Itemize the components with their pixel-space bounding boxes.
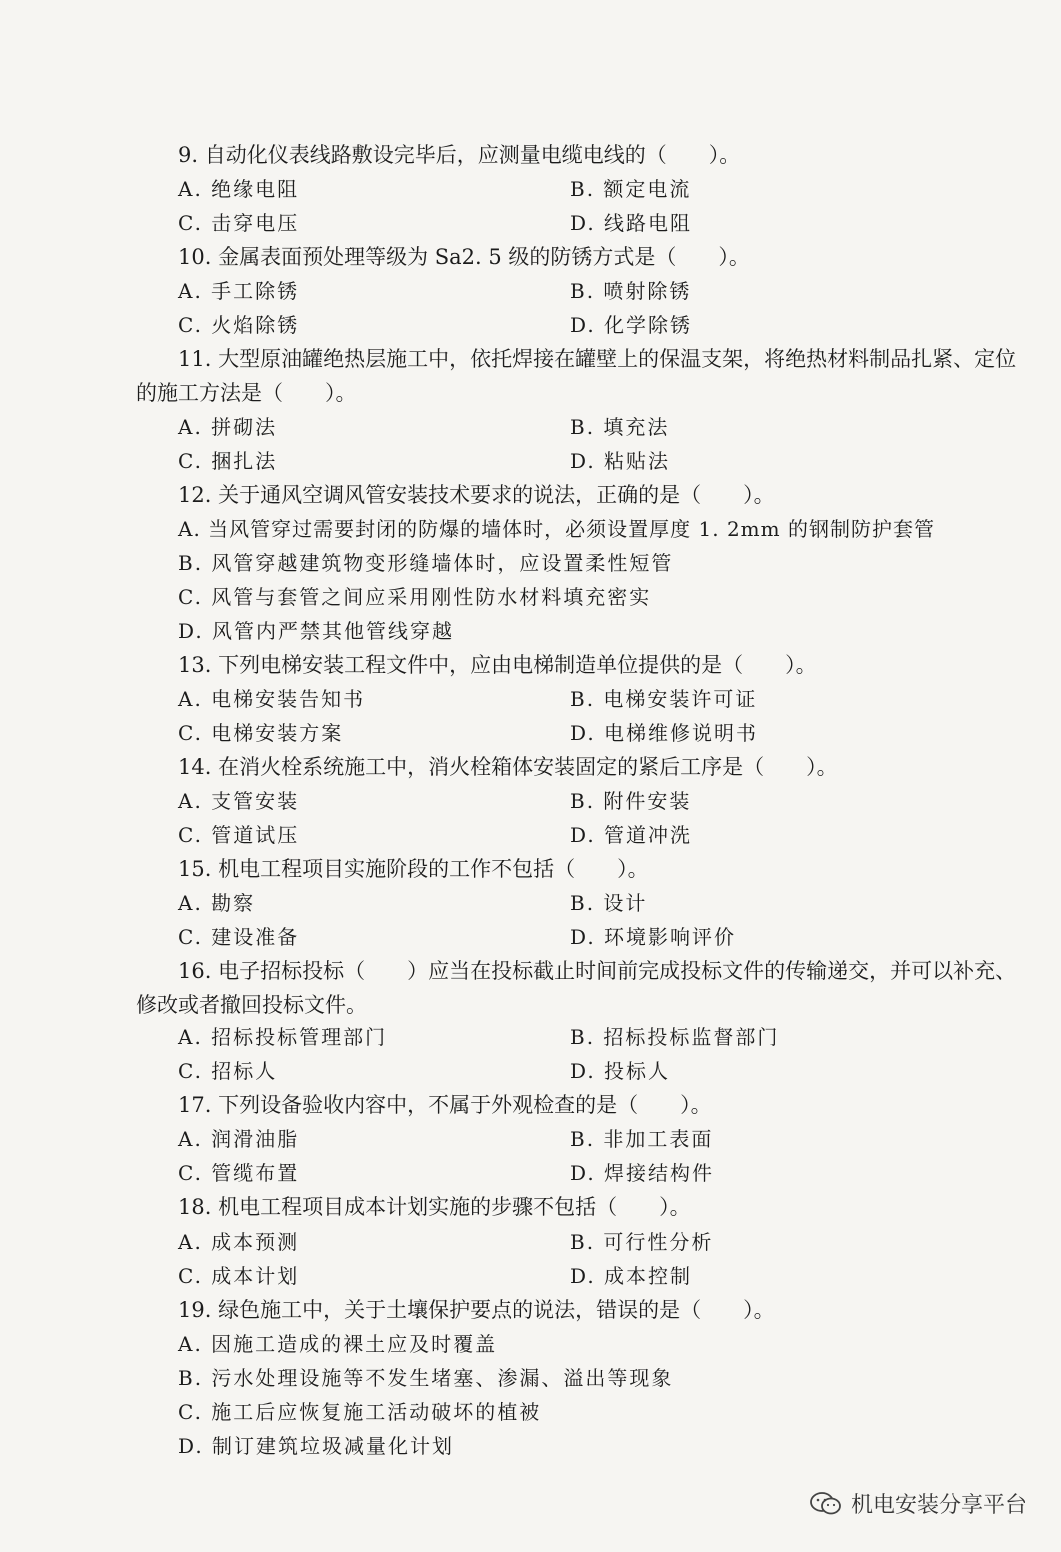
option-11c: C. 捆扎法 xyxy=(178,449,278,473)
option-13b: B. 电梯安装许可证 xyxy=(570,687,758,711)
option-9d: D. 线路电阻 xyxy=(570,211,693,235)
option-13c: C. 电梯安装方案 xyxy=(178,721,344,745)
option-12c: C. 风管与套管之间应采用刚性防水材料填充密实 xyxy=(178,585,652,609)
question-16: 16. 电子招标投标（ ）应当在投标截止时间前完成投标文件的传输递交，并可以补充、修改或者撤回投标文件。 xyxy=(136,959,1017,1017)
option-16b: B. 招标投标监督部门 xyxy=(570,1025,780,1049)
option-18a: A. 成本预测 xyxy=(178,1230,300,1254)
option-17b: B. 非加工表面 xyxy=(570,1127,714,1151)
option-10b: B. 喷射除锈 xyxy=(570,279,692,303)
wechat-icon xyxy=(809,1491,843,1517)
option-19c: C. 施工后应恢复施工活动破坏的植被 xyxy=(178,1400,542,1424)
option-18d: D. 成本控制 xyxy=(570,1264,693,1288)
question-12: 12. 关于通风空调风管安装技术要求的说法，正确的是（ ）。 xyxy=(178,483,775,507)
question-11: 11. 大型原油罐绝热层施工中，依托焊接在罐壁上的保温支架，将绝热材料制品扎紧、定位的施工方法是（ ）。 xyxy=(136,347,1017,405)
wechat-watermark xyxy=(809,1488,1027,1519)
question-13: 13. 下列电梯安装工程文件中，应由电梯制造单位提供的是（ ）。 xyxy=(178,653,817,677)
option-11a: A. 拼砌法 xyxy=(178,415,278,439)
option-10a: A. 手工除锈 xyxy=(178,279,300,303)
option-15d: D. 环境影响评价 xyxy=(570,925,737,949)
option-18c: C. 成本计划 xyxy=(178,1264,300,1288)
option-12b: B. 风管穿越建筑物变形缝墙体时，应设置柔性短管 xyxy=(178,551,674,575)
option-14c: C. 管道试压 xyxy=(178,823,300,847)
question-19: 19. 绿色施工中，关于土壤保护要点的说法，错误的是（ ）。 xyxy=(178,1298,775,1322)
option-9a: A. 绝缘电阻 xyxy=(178,177,300,201)
option-14b: B. 附件安装 xyxy=(570,789,692,813)
option-19d: D. 制订建筑垃圾减量化计划 xyxy=(178,1434,455,1458)
option-16d: D. 投标人 xyxy=(570,1059,671,1083)
option-13d: D. 电梯维修说明书 xyxy=(570,721,759,745)
option-14d: D. 管道冲洗 xyxy=(570,823,693,847)
option-17a: A. 润滑油脂 xyxy=(178,1127,300,1151)
option-13a: A. 电梯安装告知书 xyxy=(178,687,366,711)
option-15c: C. 建设准备 xyxy=(178,925,300,949)
question-9: 9. 自动化仪表线路敷设完毕后，应测量电缆电线的（ ）。 xyxy=(178,143,741,167)
option-10c: C. 火焰除锈 xyxy=(178,313,300,337)
option-12a: A. 当风管穿过需要封闭的防爆的墙体时，必须设置厚度 1. 2mm 的钢制防护套管 xyxy=(178,517,935,541)
option-9b: B. 额定电流 xyxy=(570,177,692,201)
option-19b: B. 污水处理设施等不发生堵塞、渗漏、溢出等现象 xyxy=(178,1366,674,1390)
option-17d: D. 焊接结构件 xyxy=(570,1161,715,1185)
option-11b: B. 填充法 xyxy=(570,415,670,439)
question-17: 17. 下列设备验收内容中，不属于外观检查的是（ ）。 xyxy=(178,1093,712,1117)
option-9c: C. 击穿电压 xyxy=(178,211,300,235)
question-15: 15. 机电工程项目实施阶段的工作不包括（ ）。 xyxy=(178,857,649,881)
question-10: 10. 金属表面预处理等级为 Sa2. 5 级的防锈方式是（ ）。 xyxy=(178,245,750,269)
watermark-label: 机电安装分享平台 xyxy=(850,1493,1027,1518)
option-19a: A. 因施工造成的裸土应及时覆盖 xyxy=(178,1332,498,1356)
option-10d: D. 化学除锈 xyxy=(570,313,693,337)
option-16c: C. 招标人 xyxy=(178,1059,278,1083)
option-15a: A. 勘察 xyxy=(178,891,256,915)
option-14a: A. 支管安装 xyxy=(178,789,300,813)
option-12d: D. 风管内严禁其他管线穿越 xyxy=(178,619,455,643)
question-18: 18. 机电工程项目成本计划实施的步骤不包括（ ）。 xyxy=(178,1195,691,1219)
option-17c: C. 管缆布置 xyxy=(178,1161,300,1185)
option-16a: A. 招标投标管理部门 xyxy=(178,1025,388,1049)
option-11d: D. 粘贴法 xyxy=(570,449,671,473)
option-15b: B. 设计 xyxy=(570,891,648,915)
question-14: 14. 在消火栓系统施工中，消火栓箱体安装固定的紧后工序是（ ）。 xyxy=(178,755,838,779)
option-18b: B. 可行性分析 xyxy=(570,1230,714,1254)
